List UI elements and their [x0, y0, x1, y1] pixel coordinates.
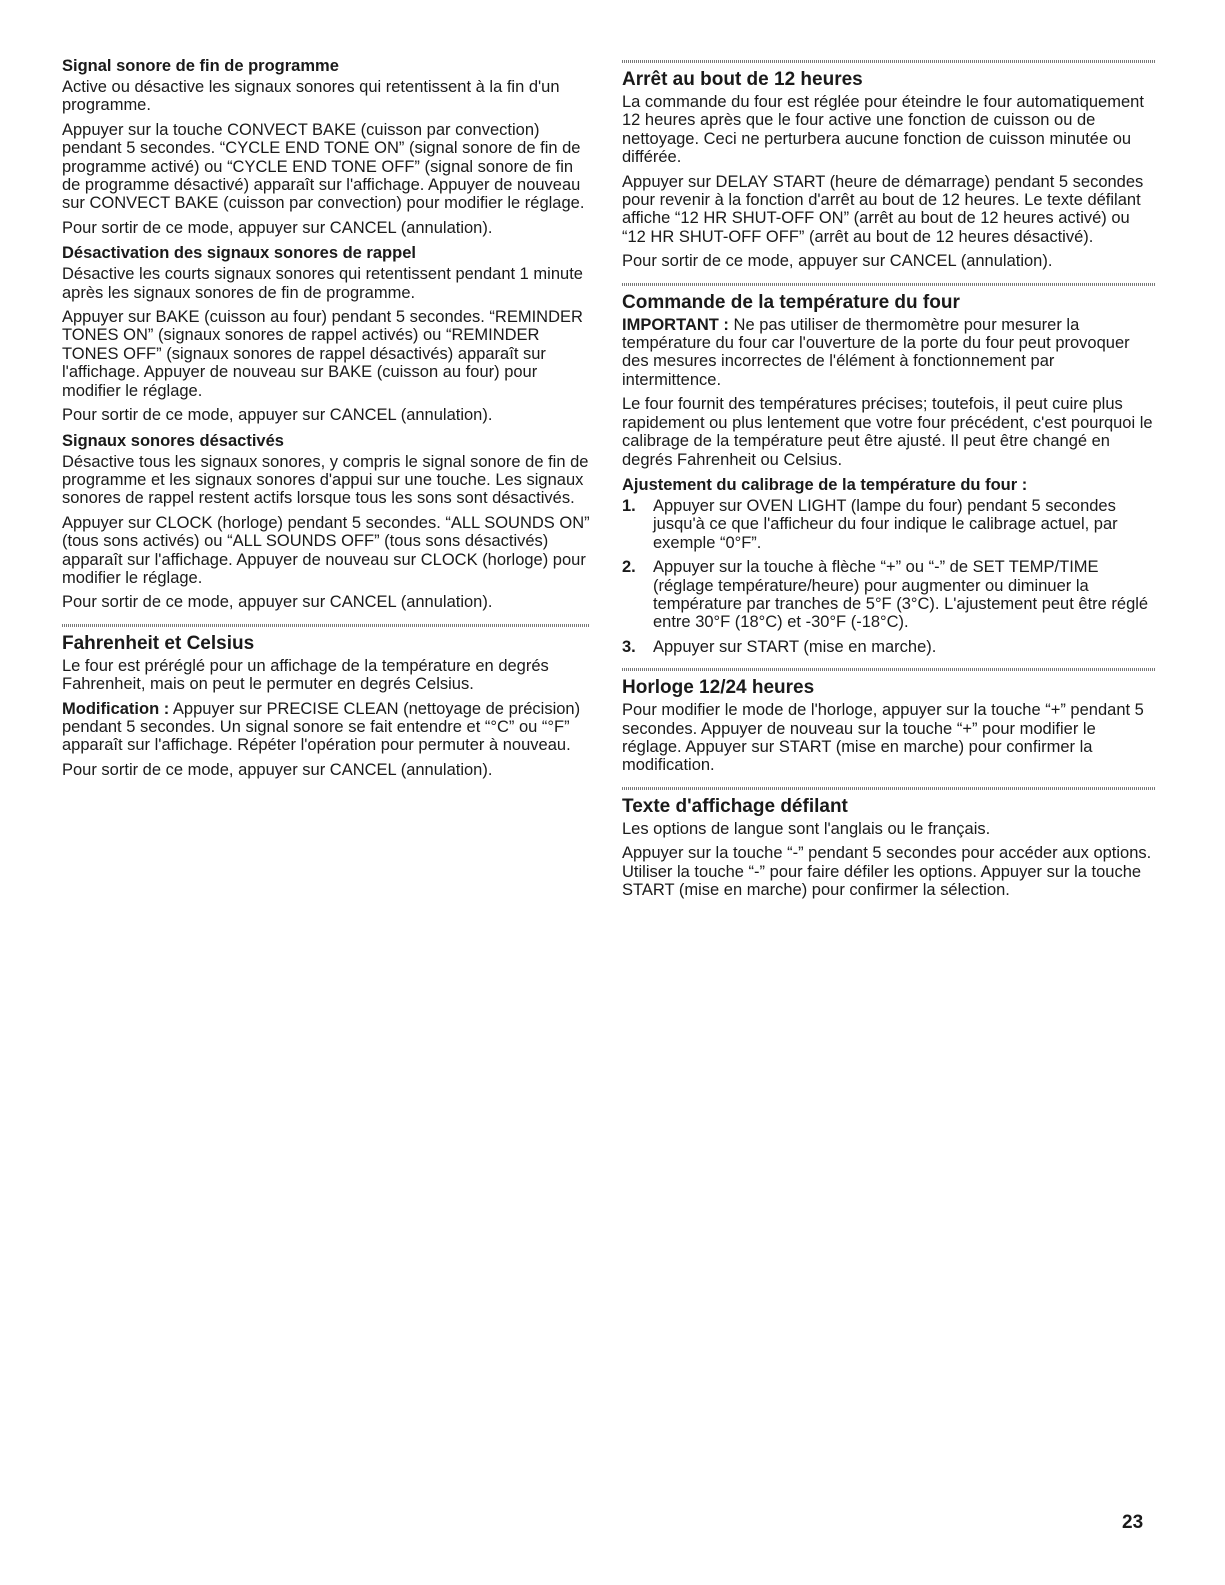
right-column	[622, 56, 1156, 905]
paragraph: Active ou désactive les signaux sonores qui retentissent à la fin d'un programme.	[62, 78, 560, 115]
section-title: Signaux sonores désactivés	[62, 431, 284, 450]
paragraph: Désactive les courts signaux sonores qui retentissent pendant 1 minute après les signaux sonores de fin de programme.	[62, 265, 583, 302]
section-heading: Texte d'affichage défilant	[622, 795, 848, 817]
section-heading: Commande de la température du four	[622, 291, 960, 313]
paragraph: Pour sortir de ce mode, appuyer sur CANCEL (annulation).	[62, 760, 493, 779]
section-divider	[62, 624, 590, 627]
paragraph: Appuyer sur CLOCK (horloge) pendant 5 secondes. “ALL SOUNDS ON” (tous sons activés) ou “ALL SOUNDS OFF” (tous sons désactivés) apparaît sur l'affichage. Appuyer de nouveau sur CLOCK (horloge) pour modifier le réglage.	[62, 513, 590, 587]
steps-list	[622, 497, 1156, 656]
paragraph: Appuyer sur la touche CONVECT BAKE (cuisson par convection) pendant 5 secondes. “CYCLE END TONE ON” (signal sonore de fin de programme activé) ou “CYCLE END TONE OFF” (signal sonore de fin de programme désactivé) apparaît sur l'affichage. Appuyer de nouveau sur CONVECT BAKE (cuisson par convection) pour modifier le réglage.	[62, 120, 585, 213]
section-divider	[622, 787, 1156, 790]
section-heading: Arrêt au bout de 12 heures	[622, 69, 863, 90]
paragraph: Pour sortir de ce mode, appuyer sur CANCEL (annulation).	[62, 218, 493, 237]
paragraph: La commande du four est réglée pour éteindre le four automatiquement 12 heures après que le four active une fonction de cuisson ou de nettoyage. Ceci ne perturbera aucune fonction de cuisson minutée ou différée.	[622, 93, 1144, 167]
paragraph: Pour sortir de ce mode, appuyer sur CANCEL (annulation).	[62, 406, 493, 425]
step-number: 1.	[622, 496, 636, 515]
left-column	[62, 56, 590, 785]
section-divider	[622, 283, 1156, 286]
paragraph: Pour sortir de ce mode, appuyer sur CANCEL (annulation).	[622, 252, 1053, 271]
list-item	[622, 497, 1156, 552]
section-divider	[622, 668, 1156, 671]
paragraph: Appuyer sur DELAY START (heure de démarrage) pendant 5 secondes pour revenir à la fonction d'arrêt au bout de 12 heures. Le texte défilant affiche “12 HR SHUT-OFF ON” (arrêt au bout de 12 heures activé) ou “12 HR SHUT-OFF OFF” (arrêt au bout de 12 heures désactivé).	[622, 172, 1144, 246]
section-heading: Horloge 12/24 heures	[622, 677, 815, 699]
paragraph: Appuyer sur BAKE (cuisson au four) pendant 5 secondes. “REMINDER TONES ON” (signaux sonores de rappel activés) ou “REMINDER TONES OFF” (signaux sonores de rappel désactivés) apparaît sur l'affichage. Appuyer de nouveau sur BAKE (cuisson au four) pour modifier le réglage.	[62, 308, 583, 400]
step-text: Appuyer sur la touche à flèche “+” ou “-” de SET TEMP/TIME (réglage température/heure) pour augmenter ou diminuer la température par tranches de 5°F (3°C). L'ajustement peut être réglé entre 30°F (18°C) et -30°F (-18°C).	[653, 558, 1149, 632]
list-item	[622, 638, 1156, 656]
inline-label: IMPORTANT :	[622, 315, 729, 334]
page-number: 23	[1122, 1512, 1144, 1533]
list-item	[622, 558, 1156, 632]
step-number: 2.	[622, 558, 636, 577]
step-text: Appuyer sur OVEN LIGHT (lampe du four) pendant 5 secondes jusqu'à ce que l'afficheur du four indique le calibrage actuel, par exemple “0°F”.	[653, 496, 1118, 552]
paragraph	[622, 316, 1156, 390]
paragraph: Le four fournit des températures précises; toutefois, il peut cuire plus rapidement ou plus lentement que votre four précédent, c'est pourquoi le calibrage de la température peut être ajusté. Il peut être changé en degrés Fahrenheit ou Celsius.	[622, 395, 1153, 469]
paragraph: Pour modifier le mode de l'horloge, appuyer sur la touche “+” pendant 5 secondes. Appuyer de nouveau sur la touche “+” pour modifier le réglage. Appuyer sur START (mise en marche) pour confirmer la modification.	[622, 701, 1144, 775]
paragraph: Pour sortir de ce mode, appuyer sur CANCEL (annulation).	[62, 593, 493, 612]
paragraph: Désactive tous les signaux sonores, y compris le signal sonore de fin de programme et les signaux sonores d'appui sur une touche. Les signaux sonores de rappel restent actifs lorsque tous les sons sont désactivés.	[62, 452, 589, 508]
paragraph: Appuyer sur la touche “-” pendant 5 secondes pour accéder aux options. Utiliser la touche “-” pour faire défiler les options. Appuyer sur la touche START (mise en marche) pour confirmer la sélection.	[622, 844, 1152, 899]
paragraph-text: Ne pas utiliser de thermomètre pour mesurer la température du four car l'ouverture de la porte du four peut provoquer des mesures incorrectes de l'élément à fonctionnement par intermittence.	[622, 315, 1130, 389]
section-divider	[622, 60, 1156, 63]
paragraph: Les options de langue sont l'anglais ou le français.	[622, 819, 991, 838]
step-number: 3.	[622, 637, 636, 656]
subsection-title: Ajustement du calibrage de la température du four :	[622, 475, 1028, 494]
paragraph: Le four est préréglé pour un affichage de la température en degrés Fahrenheit, mais on peut le permuter en degrés Celsius.	[62, 656, 549, 694]
step-text: Appuyer sur START (mise en marche).	[653, 637, 937, 656]
paragraph-text: Appuyer sur PRECISE CLEAN (nettoyage de précision) pendant 5 secondes. Un signal sonore se fait entendre et “°C” ou “°F” apparaît sur l'affichage. Répéter l'opération pour permuter à nouveau.	[62, 699, 581, 755]
section-heading: Fahrenheit et Celsius	[62, 632, 255, 654]
inline-label: Modification :	[62, 699, 170, 718]
section-title: Signal sonore de fin de programme	[62, 57, 339, 75]
section-title: Désactivation des signaux sonores de rappel	[62, 244, 416, 263]
paragraph	[62, 700, 590, 755]
